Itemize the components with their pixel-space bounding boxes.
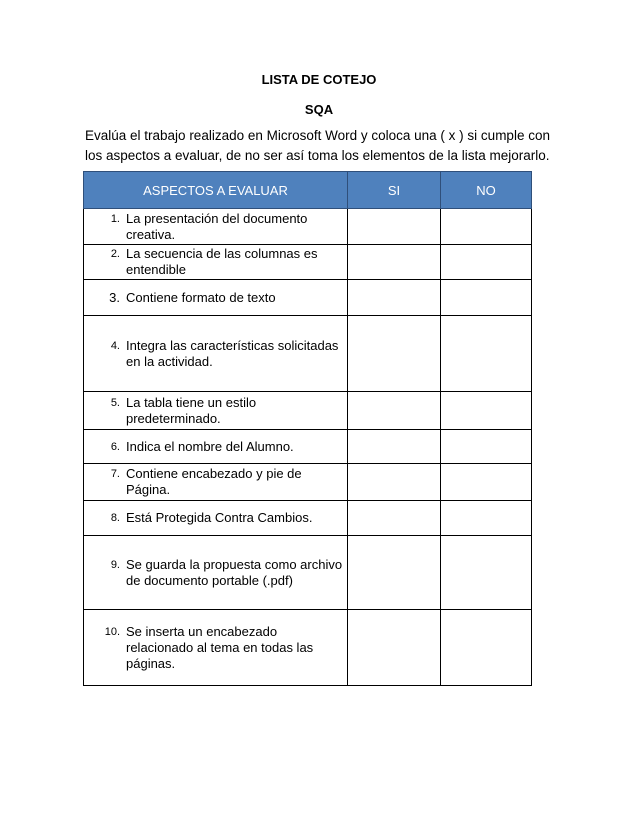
item-text: Está Protegida Contra Cambios. (126, 510, 313, 525)
item-number: 9. (110, 558, 120, 571)
item-number: 2. (110, 248, 120, 260)
no-cell[interactable] (441, 536, 532, 610)
table-row (84, 392, 532, 430)
table-row (84, 610, 532, 686)
no-cell[interactable] (441, 316, 532, 392)
no-cell[interactable] (441, 392, 532, 430)
aspect-cell (84, 392, 348, 430)
header-no: NO (441, 172, 532, 209)
aspect-cell (84, 209, 348, 245)
item-text: Integra las características solicitadas en la actividad. (126, 337, 339, 369)
si-cell[interactable] (348, 392, 441, 430)
instructions-paragraph: Evalúa el trabajo realizado en Microsoft Word y coloca una ( x ) si cumple con los aspectos a evaluar, de no ser así toma los elementos de la lista mejorarlo. (85, 128, 550, 163)
table-header-row (84, 172, 532, 209)
aspect-cell (84, 245, 348, 280)
item-number: 5. (110, 396, 120, 409)
table-row (84, 430, 532, 464)
si-cell[interactable] (348, 501, 441, 536)
no-cell[interactable] (441, 280, 532, 316)
item-number: 7. (110, 468, 120, 480)
si-cell[interactable] (348, 464, 441, 501)
si-cell[interactable] (348, 430, 441, 464)
table-row (84, 501, 532, 536)
table-row (84, 209, 532, 245)
si-cell[interactable] (348, 536, 441, 610)
document-title: LISTA DE COTEJO (261, 72, 377, 87)
table-row (84, 536, 532, 610)
item-text: La secuencia de las columnas es entendible (126, 246, 318, 277)
document-subtitle: SQA (304, 102, 334, 117)
item-number: 3. (109, 289, 120, 305)
no-cell[interactable] (441, 430, 532, 464)
item-text: Indica el nombre del Alumno. (126, 438, 294, 454)
item-text: La tabla tiene un estilo predeterminado. (126, 394, 257, 426)
si-cell[interactable] (348, 245, 441, 280)
item-number: 10. (104, 625, 120, 638)
item-number: 6. (110, 440, 120, 453)
aspect-cell (84, 430, 348, 464)
item-text: La presentación del documento creativa. (126, 210, 308, 242)
aspect-cell (84, 536, 348, 610)
item-number: 4. (110, 339, 120, 352)
header-aspectos: ASPECTOS A EVALUAR (84, 172, 348, 209)
aspect-cell (84, 610, 348, 686)
si-cell[interactable] (348, 280, 441, 316)
aspect-cell (84, 501, 348, 536)
si-cell[interactable] (348, 316, 441, 392)
no-cell[interactable] (441, 245, 532, 280)
no-cell[interactable] (441, 464, 532, 501)
no-cell[interactable] (441, 610, 532, 686)
aspect-cell (84, 316, 348, 392)
no-cell[interactable] (441, 501, 532, 536)
table-row (84, 245, 532, 280)
item-text: Contiene formato de texto (126, 289, 276, 305)
item-text: Se guarda la propuesta como archivo de documento portable (.pdf) (126, 556, 343, 588)
item-number: 1. (110, 212, 120, 225)
no-cell[interactable] (441, 209, 532, 245)
table-row (84, 316, 532, 392)
item-number: 8. (110, 512, 120, 524)
header-si: SI (348, 172, 441, 209)
si-cell[interactable] (348, 209, 441, 245)
si-cell[interactable] (348, 610, 441, 686)
aspect-cell (84, 464, 348, 501)
table-row (84, 464, 532, 501)
table-row (84, 280, 532, 316)
checklist-table (83, 171, 532, 686)
item-text: Se inserta un encabezado relacionado al tema en todas las páginas. (126, 623, 314, 671)
item-text: Contiene encabezado y pie de Página. (126, 466, 302, 497)
aspect-cell (84, 280, 348, 316)
